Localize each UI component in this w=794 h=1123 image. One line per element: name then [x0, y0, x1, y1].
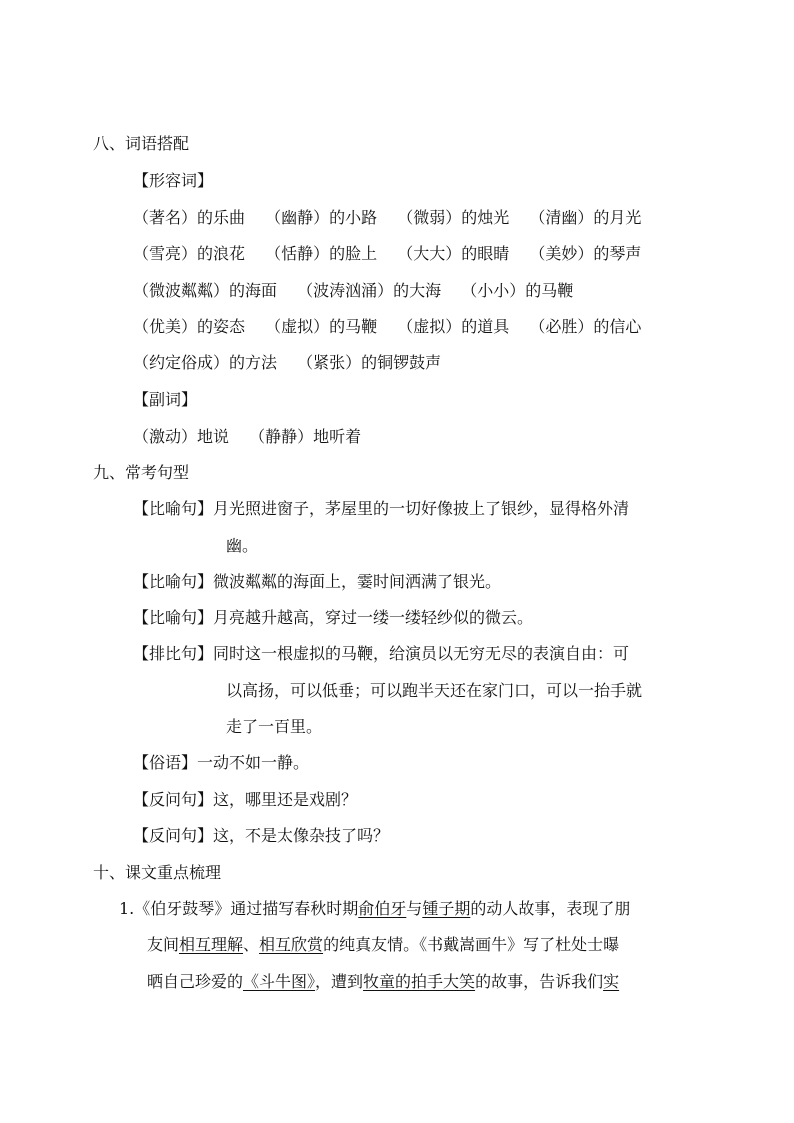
sentence-item: [133, 789, 357, 811]
summary-line: [147, 934, 619, 956]
adj-row-3: [133, 280, 573, 302]
adj-phrase: （波涛汹涌）的大海: [297, 281, 442, 300]
adj-phrase: （大大）的眼睛: [397, 244, 510, 263]
adj-phrase: （雪亮）的浪花: [133, 244, 246, 263]
underlined-keyword: 俞伯牙: [358, 899, 407, 918]
sentence-tag: 【比喻句】: [133, 608, 214, 627]
sentence-text-continued: 走了一百里。: [226, 717, 323, 736]
adj-row-1: [133, 207, 641, 229]
adj-phrase: （美妙）的琴声: [529, 244, 642, 263]
adj-phrase: （必胜）的信心: [529, 317, 642, 336]
section-9-heading: 九、常考句型: [93, 463, 190, 482]
summary-text: 的动人故事，表现了朋: [470, 899, 631, 918]
adj-phrase: （虚拟）的马鞭: [265, 317, 378, 336]
sentence-text: 同时这一根虚拟的马鞭，给演员以无穷无尽的表演自由：可: [213, 644, 630, 663]
summary-text: 1.《伯牙鼓琴》通过描写春秋时期: [119, 899, 359, 918]
sentence-text: 微波粼粼的海面上，霎时间洒满了银光。: [213, 572, 502, 591]
sentence-tag: 【反问句】: [133, 790, 214, 809]
adj-row-5: [133, 352, 441, 374]
adj-row-2: [133, 243, 641, 265]
adj-phrase: （微波粼粼）的海面: [133, 281, 278, 300]
sentence-text-continued: 幽。: [226, 536, 259, 555]
summary-text: ，遭到: [315, 972, 364, 991]
sentence-tag: 【比喻句】: [133, 499, 214, 518]
sentence-text-continued: 以高扬，可以低垂；可以跑半天还在家门口，可以一抬手就: [226, 681, 643, 700]
adjective-label: 【形容词】: [133, 171, 214, 190]
sentence-item: [133, 643, 629, 665]
sentence-tag: 【俗语】: [133, 753, 198, 772]
adj-phrase: （紧张）的铜锣鼓声: [297, 353, 442, 372]
adj-phrase: （优美）的姿态: [133, 317, 246, 336]
adj-phrase: （清幽）的月光: [529, 208, 642, 227]
summary-text: 友间: [147, 935, 180, 954]
adj-phrase: （小小）的马鞭: [461, 281, 574, 300]
sentence-text: 月光照进窗子，茅屋里的一切好像披上了银纱，显得格外清: [213, 499, 630, 518]
summary-line: [119, 898, 630, 920]
underlined-keyword: 牧童的拍手大笑: [363, 972, 476, 991]
underlined-keyword: 实: [603, 972, 620, 991]
sentence-text: 一动不如一静。: [197, 753, 310, 772]
sentence-item: [133, 571, 501, 593]
adv-row: [133, 426, 361, 448]
underlined-keyword: 《斗牛图》: [243, 972, 316, 991]
sentence-text: 这，哪里还是戏剧？: [213, 790, 358, 809]
summary-text: 、: [243, 935, 260, 954]
sentence-tag: 【比喻句】: [133, 572, 214, 591]
adj-phrase: （约定俗成）的方法: [133, 353, 278, 372]
sentence-tag: 【排比句】: [133, 644, 214, 663]
summary-text: 的纯真友情。《书戴嵩画牛》写了杜处士曝: [323, 935, 620, 954]
adv-phrase: （静静）地听着: [249, 427, 362, 446]
adj-phrase: （微弱）的烛光: [397, 208, 510, 227]
sentence-text: 这，不是太像杂技了吗？: [213, 826, 390, 845]
summary-text: 晒自己珍爱的: [147, 972, 244, 991]
sentence-text: 月亮越升越高，穿过一缕一缕轻纱似的微云。: [213, 608, 534, 627]
adj-phrase: （虚拟）的道具: [397, 317, 510, 336]
underlined-keyword: 锺子期: [422, 899, 471, 918]
adv-phrase: （激动）地说: [133, 427, 230, 446]
summary-text: 的故事，告诉我们: [475, 972, 604, 991]
sentence-tag: 【反问句】: [133, 826, 214, 845]
sentence-item: [133, 752, 309, 774]
sentence-item: [133, 825, 389, 847]
sentence-item: [133, 607, 533, 629]
adverb-label: 【副词】: [133, 390, 198, 409]
adj-phrase: （幽静）的小路: [265, 208, 378, 227]
summary-line: [147, 971, 619, 993]
section-10-heading: 十、课文重点梳理: [93, 863, 222, 882]
underlined-keyword: 相互欣赏: [259, 935, 324, 954]
adj-phrase: （恬静）的脸上: [265, 244, 378, 263]
adj-phrase: （著名）的乐曲: [133, 208, 246, 227]
adj-row-4: [133, 316, 641, 338]
underlined-keyword: 相互理解: [179, 935, 244, 954]
sentence-item: [133, 498, 629, 520]
summary-text: 与: [406, 899, 423, 918]
section-8-heading: 八、词语搭配: [93, 134, 190, 153]
